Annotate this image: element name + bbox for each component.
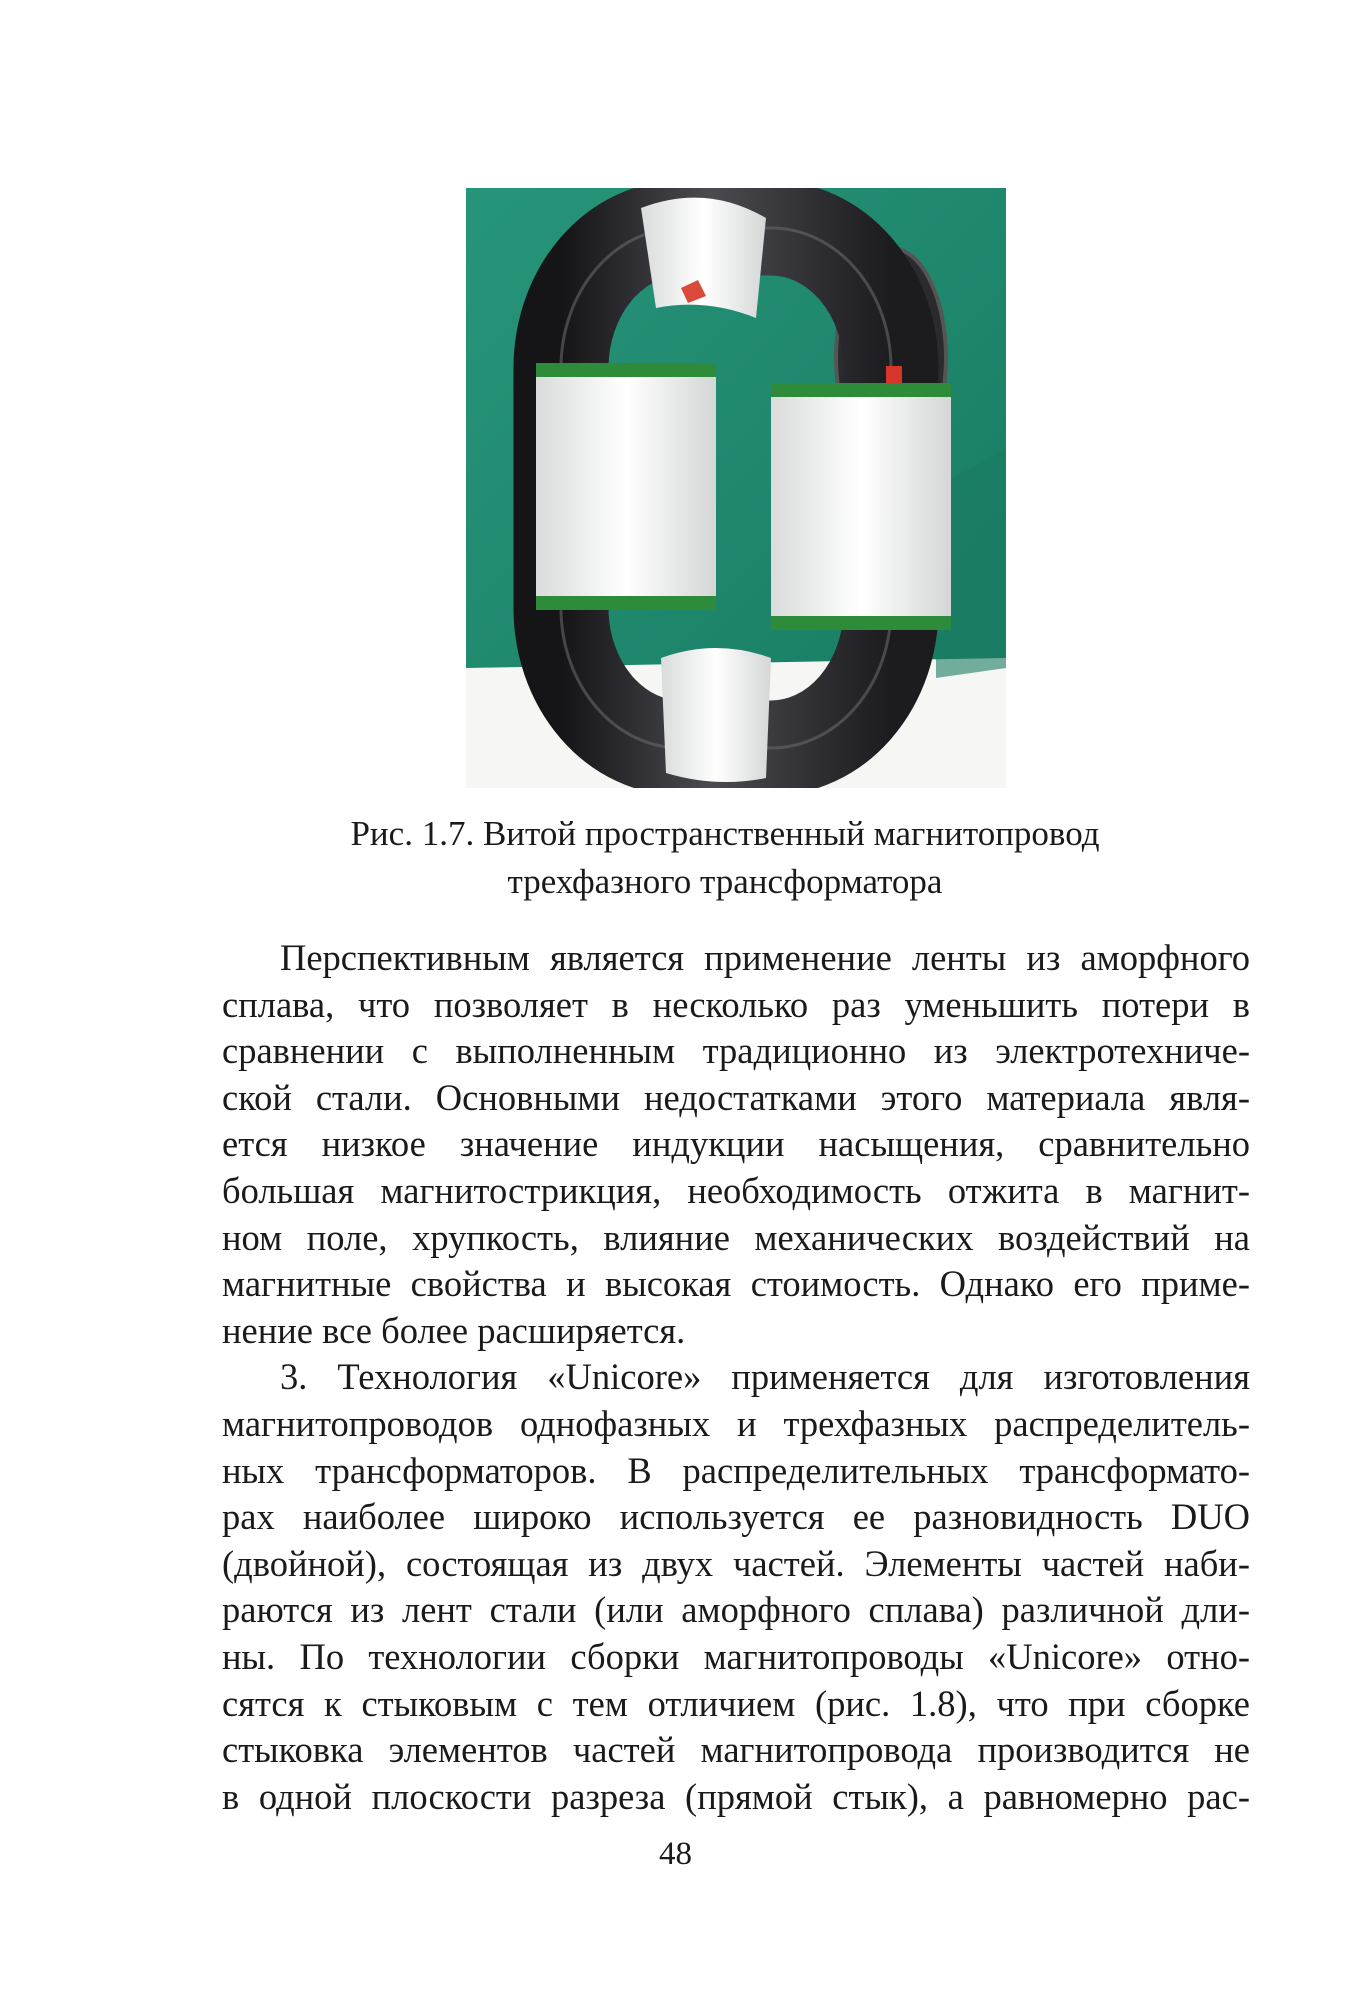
figure-caption-line1: Рис. 1.7. Витой пространственный магнитопровод: [350, 814, 1100, 853]
text-line: нение все более расширяется.: [222, 1309, 686, 1351]
paragraph-amorphous: [222, 935, 1250, 1354]
transformer-core-photo: [466, 188, 1006, 788]
text-line: сятся к стыковым с тем отличием (рис. 1.8), что при сборке: [222, 1682, 1250, 1724]
text-line: в одной плоскости разреза (прямой стык), а равномерно рас-: [222, 1775, 1250, 1817]
text-line: магнитные свойства и высокая стоимость. Однако его приме-: [222, 1263, 1250, 1305]
text-line: 3. Технология «Unicore» применяется для изготовления: [280, 1356, 1250, 1398]
bottom-wrap: [661, 648, 771, 782]
text-line: стыковка элементов частей магнитопровода производится не: [222, 1729, 1250, 1771]
text-line: большая магнитострикция, необходимость отжита в магнит-: [222, 1169, 1250, 1211]
text-line: ных трансформаторов. В распределительных трансформато-: [222, 1449, 1250, 1491]
text-line: (двойной), состоящая из двух частей. Элементы частей наби-: [222, 1542, 1250, 1584]
text-line: сплава, что позволяет в несколько раз уменьшить потери в: [222, 983, 1250, 1025]
text-line: ской стали. Основными недостатками этого материала явля-: [222, 1076, 1250, 1118]
right-winding: [771, 388, 951, 623]
left-winding: [536, 368, 716, 603]
body-text: [222, 935, 1250, 1820]
page-number: 48: [659, 1836, 692, 1872]
paragraph-unicore: [222, 1354, 1250, 1820]
text-line: ется низкое значение индукции насыщения, сравнительно: [222, 1123, 1250, 1165]
text-line: Перспективным является применение ленты из аморфного: [280, 937, 1250, 978]
transformer-core-illustration: [466, 188, 1006, 788]
text-line: раются из лент стали (или аморфного сплава) различной дли-: [222, 1589, 1250, 1631]
text-line: магнитопроводов однофазных и трехфазных распределитель-: [222, 1402, 1250, 1444]
text-line: ны. По технологии сборки магнитопроводы «Unicore» отно-: [222, 1635, 1250, 1677]
figure-caption-line2: трехфазного трансформатора: [507, 862, 943, 901]
text-line: сравнении с выполненным традиционно из электротехниче-: [222, 1030, 1250, 1072]
top-wrap: [641, 198, 766, 318]
text-line: ном поле, хрупкость, влияние механических воздействий на: [222, 1216, 1250, 1258]
text-line: рах наиболее широко используется ее разновидность DUO: [222, 1496, 1250, 1538]
figure-caption: [200, 810, 1250, 906]
